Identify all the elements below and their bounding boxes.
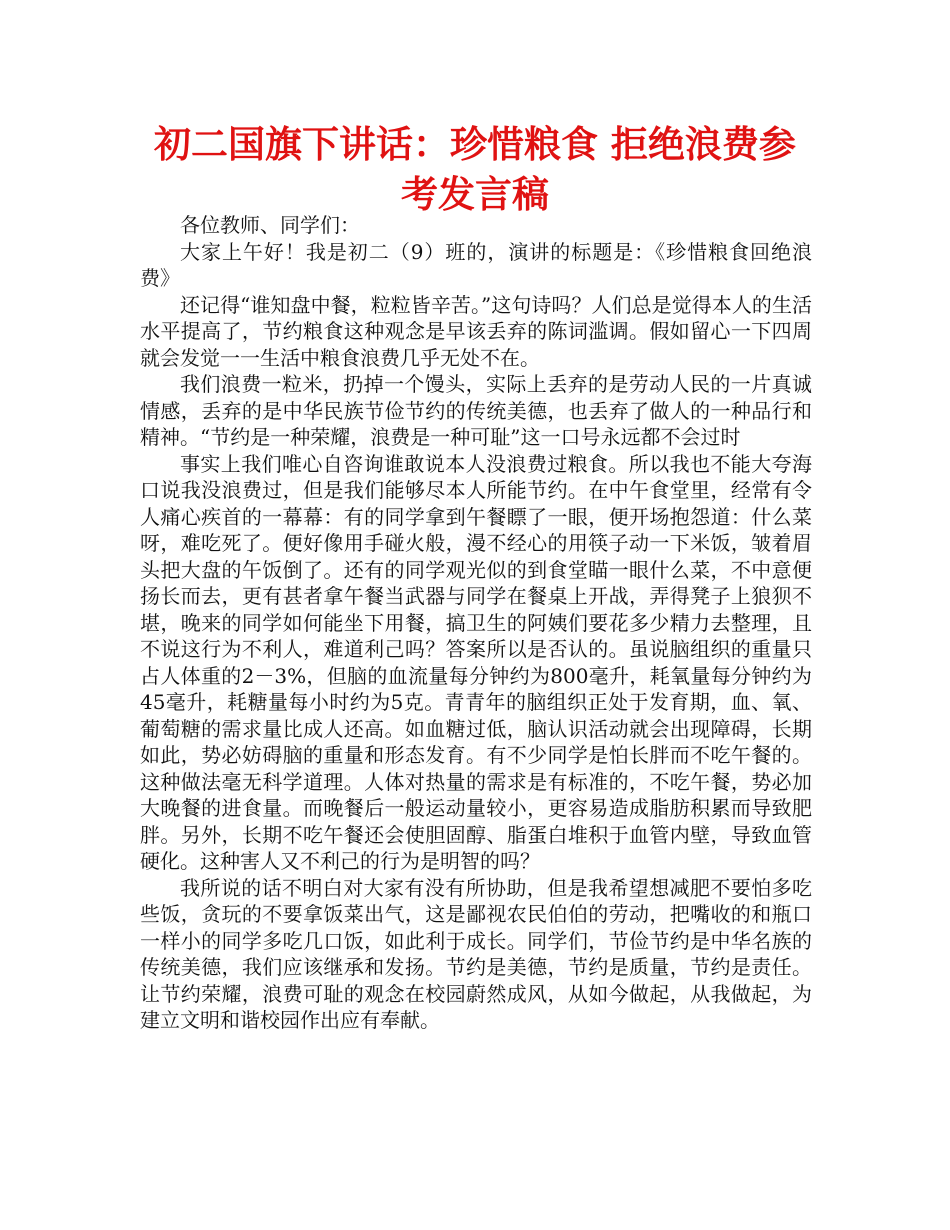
document-body: [140, 212, 812, 1034]
paragraph-waste: 我们浪费一粒米，扔掉一个馒头，实际上丢弃的是劳动人民的一片真诚情感，丢弃的是中华民族节俭节约的传统美德，也丢弃了做人的一种品行和精神。“节约是一种荣耀，浪费是一种可耻”这一口号永远都不会过时: [140, 372, 812, 449]
paragraph-poem: 还记得“谁知盘中餐，粒粒皆辛苦。”这句诗吗？人们总是觉得本人的生活水平提高了，节约粮食这种观念是早该丢弃的陈词滥调。假如留心一下四周就会发觉一一生活中粮食浪费几乎无处不在。: [140, 292, 812, 370]
paragraph-conclusion: 我所说的话不明白对大家有没有所协助，但是我希望想减肥不要怕多吃些饭，贪玩的不要拿饭菜出气，这是鄙视农民伯伯的劳动，把嘴收的和瓶口一样小的同学多吃几口饭，如此利于成长。同学们，节俭节约是中华名族的传统美德，我们应该继承和发扬。节约是美德，节约是质量，节约是责任。让节约荣耀，浪费可耻的观念在校园蔚然成风，从如今做起，从我做起，为建立文明和谐校园作出应有奉献。: [140, 875, 812, 1032]
document-title: 初二国旗下讲话：珍惜粮食 拒绝浪费参考发言稿: [154, 123, 796, 216]
paragraph-greeting: 各位教师、同学们：: [180, 213, 360, 237]
paragraph-intro: 大家上午好！我是初二（9）班的，演讲的标题是：《珍惜粮食回绝浪费》: [140, 239, 812, 290]
paragraph-canteen: 事实上我们唯心自咨询谁敢说本人没浪费过粮食。所以我也不能大夸海口说我没浪费过，但是我们能够尽本人所能节约。在中午食堂里，经常有令人痛心疾首的一幕幕：有的同学拿到午餐瞟了一眼，便开场抱怨道：什么菜呀，难吃死了。便好像用手碰火般，漫不经心的用筷子动一下米饭，皱着眉头把大盘的午饭倒了。还有的同学观光似的到食堂瞄一眼什么菜，不中意便扬长而去，更有甚者拿午餐当武器与同学在餐桌上开战，弄得凳子上狼狈不堪，晚来的同学如何能坐下用餐，搞卫生的阿姨们要花多少精力去整理，且不说这行为不利人，难道利己吗？答案所以是否认的。虽说脑组织的重量只占人体重的2－3%，但脑的血流量每分钟约为800毫升，耗氧量每分钟约为45毫升，耗糖量每小时约为5克。青青年的脑组织正处于发育期，血、氧、葡萄糖的需求量比成人还高。如血糖过低，脑认识活动就会出现障碍，长期如此，势必妨碍脑的重量和形态发育。有不少同学是怕长胖而不吃午餐的。这种做法毫无科学道理。人体对热量的需求是有标准的，不吃午餐，势必加大晚餐的进食量。而晚餐后一般运动量较小，更容易造成脂肪积累而导致肥胖。另外，长期不吃午餐还会使胆固醇、脂蛋白堆积于血管内壁，导致血管硬化。这种害人又不利己的行为是明智的吗？: [140, 451, 812, 873]
